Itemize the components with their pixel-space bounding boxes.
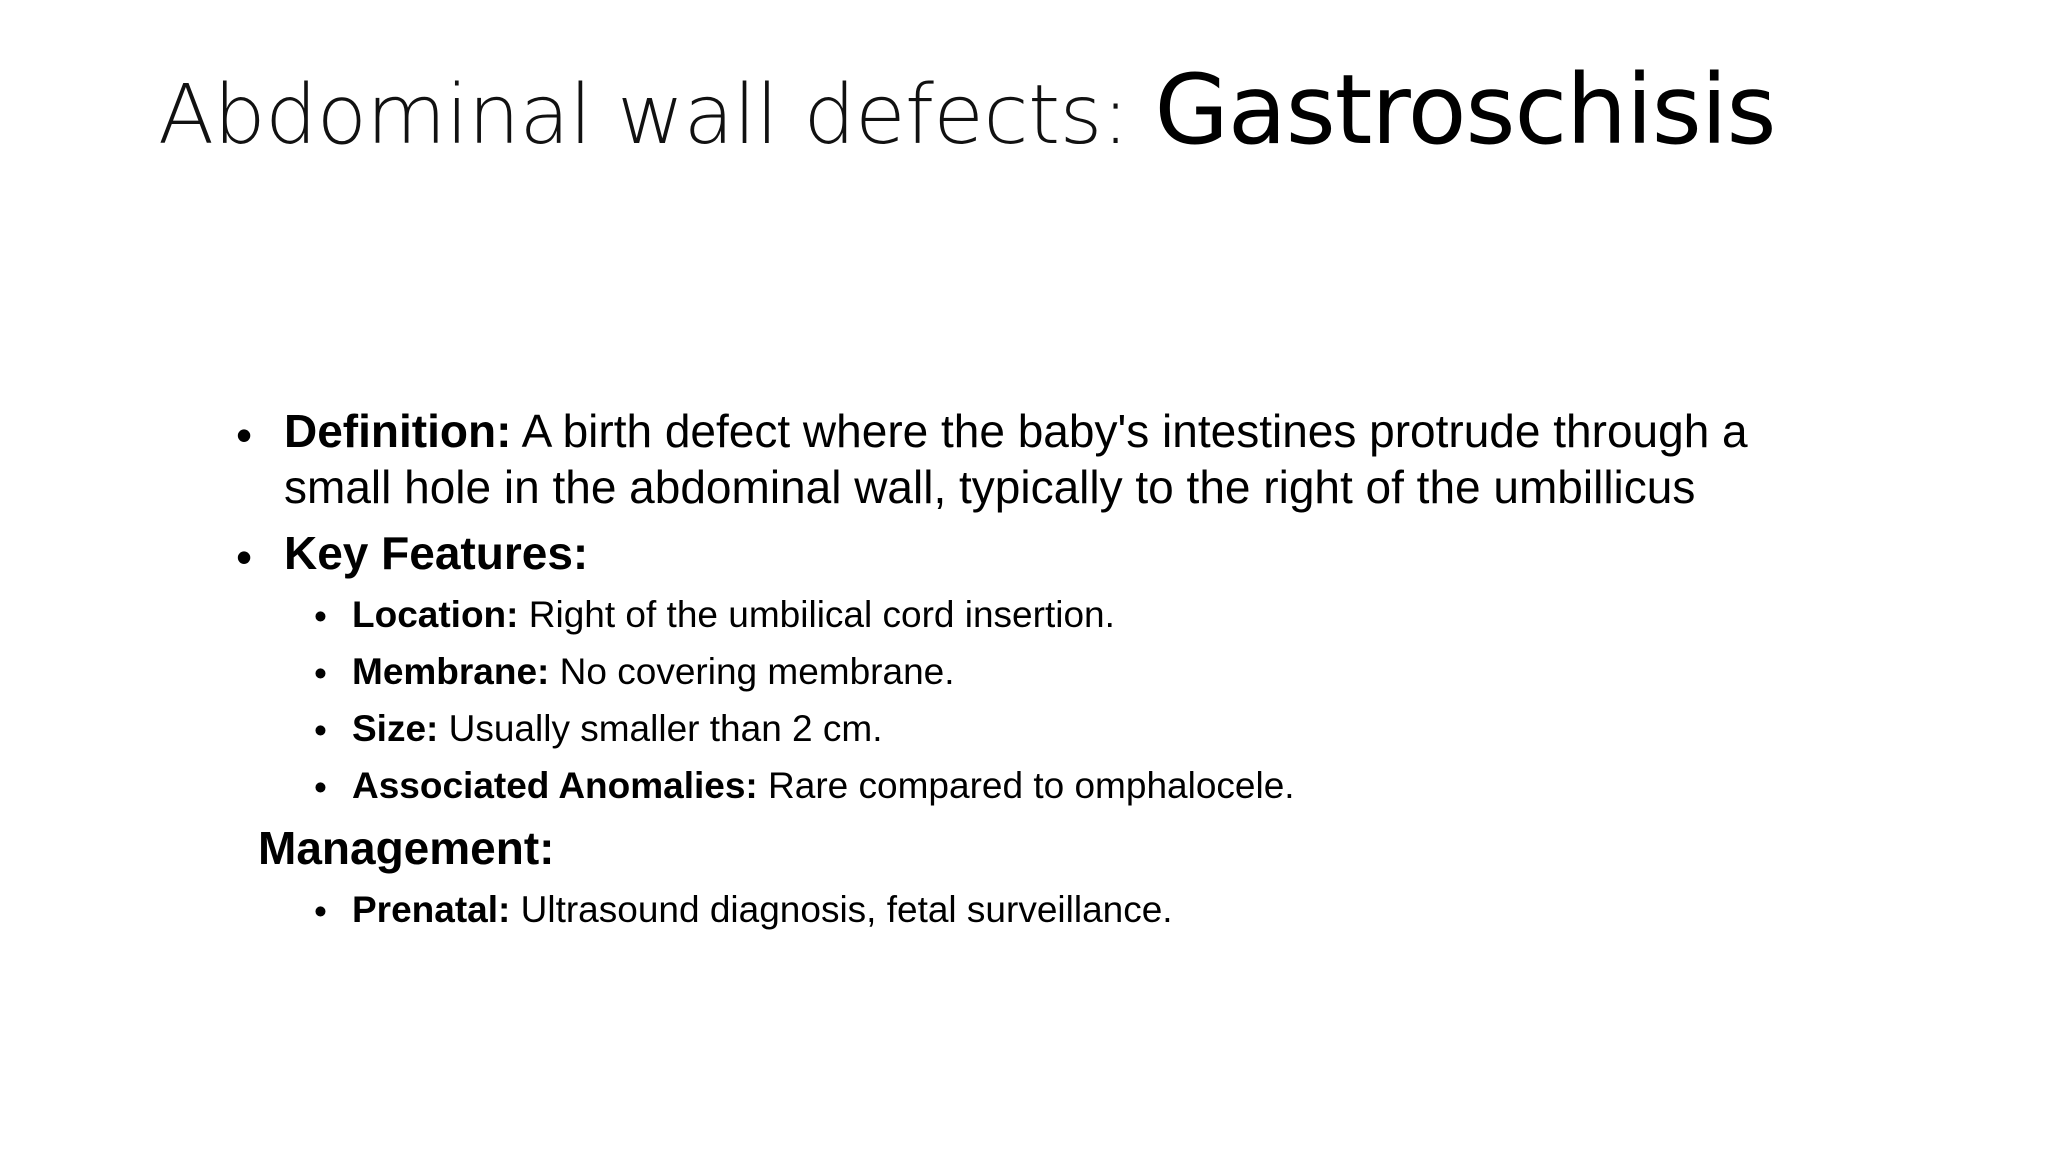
management-item-text: Ultrasound diagnosis, fetal surveillance. xyxy=(510,889,1173,930)
key-feature-item xyxy=(352,710,883,747)
key-feature-item xyxy=(352,596,1115,633)
title-prefix: Abdominal wall defects: xyxy=(158,68,1155,163)
key-feature-item xyxy=(352,653,955,690)
key-feature-label: Size: xyxy=(352,708,439,749)
sub-bullet-dot: • xyxy=(314,596,327,637)
definition-text-line2: small hole in the abdominal wall, typically to the right of the umbillicus xyxy=(284,461,1696,513)
sub-bullet-dot: • xyxy=(314,653,327,694)
management-heading xyxy=(258,822,555,874)
sub-bullet-dot: • xyxy=(314,710,327,751)
management-label: Management: xyxy=(258,822,555,874)
definition-label: Definition: xyxy=(284,405,512,457)
key-features-heading xyxy=(284,527,589,579)
definition-line-1 xyxy=(284,405,1748,457)
bullet-dot: • xyxy=(236,531,253,583)
key-feature-text: Usually smaller than 2 cm. xyxy=(438,708,883,749)
definition-line-2 xyxy=(284,461,1696,513)
key-feature-text: No covering membrane. xyxy=(549,651,955,692)
title-main: Gastroschisis xyxy=(1154,54,1776,166)
sub-bullet-dot: • xyxy=(314,767,327,808)
key-feature-item xyxy=(352,767,1295,804)
key-feature-text: Right of the umbilical cord insertion. xyxy=(518,594,1115,635)
key-feature-text: Rare compared to omphalocele. xyxy=(757,765,1295,806)
key-feature-label: Associated Anomalies: xyxy=(352,765,758,806)
key-feature-label: Membrane: xyxy=(352,651,550,692)
management-item xyxy=(352,891,1173,928)
management-item-label: Prenatal: xyxy=(352,889,511,930)
sub-bullet-dot: • xyxy=(314,891,327,932)
definition-text-line1: A birth defect where the baby's intestines protrude through a xyxy=(511,405,1748,457)
key-features-label: Key Features: xyxy=(284,527,589,579)
key-feature-label: Location: xyxy=(352,594,519,635)
bullet-dot: • xyxy=(236,409,253,461)
